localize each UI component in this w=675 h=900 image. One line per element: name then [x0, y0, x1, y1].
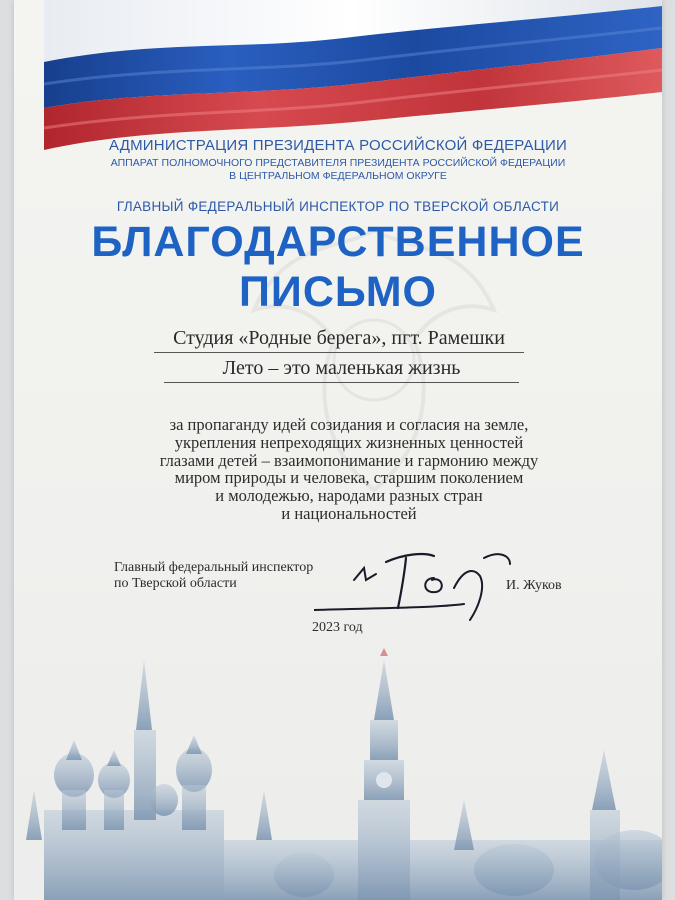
header-apparatus-line2: В ЦЕНТРАЛЬНОМ ФЕДЕРАЛЬНОМ ОКРУГЕ [229, 170, 447, 182]
body-line: глазами детей – взаимопонимание и гармонию между [159, 450, 539, 470]
recipient-project: Лето – это маленькая жизнь [164, 357, 519, 383]
signatory-role-line2: по Тверской области [114, 576, 237, 591]
issue-year: 2023 год [312, 620, 363, 635]
body-line: и национальностей [281, 503, 417, 523]
signatory-name: И. Жуков [506, 578, 562, 593]
title-line1: БЛАГОДАРСТВЕННОЕ [91, 218, 585, 266]
header-inspector: ГЛАВНЫЙ ФЕДЕРАЛЬНЫЙ ИНСПЕКТОР ПО ТВЕРСКОЙ ОБЛАСТИ [116, 199, 560, 214]
header-administration: АДМИНИСТРАЦИЯ ПРЕЗИДЕНТА РОССИЙСКОЙ ФЕДЕРАЦИИ [109, 137, 567, 154]
certificate-sheet [14, 0, 662, 900]
kremlin-illustration [14, 640, 662, 900]
signatory-role-line1: Главный федеральный инспектор [114, 560, 314, 575]
gratitude-reason [109, 416, 589, 523]
body-line: укрепления непреходящих жизненных ценностей [174, 432, 524, 452]
body-line: и молодежью, народами разных стран [215, 486, 483, 506]
header-apparatus-line1: АППАРАТ ПОЛНОМОЧНОГО ПРЕДСТАВИТЕЛЯ ПРЕЗИДЕНТА РОССИЙСКОЙ ФЕДЕРАЦИИ [110, 157, 566, 169]
header-apparatus [14, 157, 662, 183]
body-line: миром природы и человека, старшим поколением [174, 468, 524, 488]
recipient-name: Студия «Родные берега», пгт. Рамешки [154, 327, 524, 353]
body-line: за пропаганду идей созидания и согласия на земле, [169, 415, 529, 434]
title-line2: ПИСЬМО [239, 268, 437, 316]
